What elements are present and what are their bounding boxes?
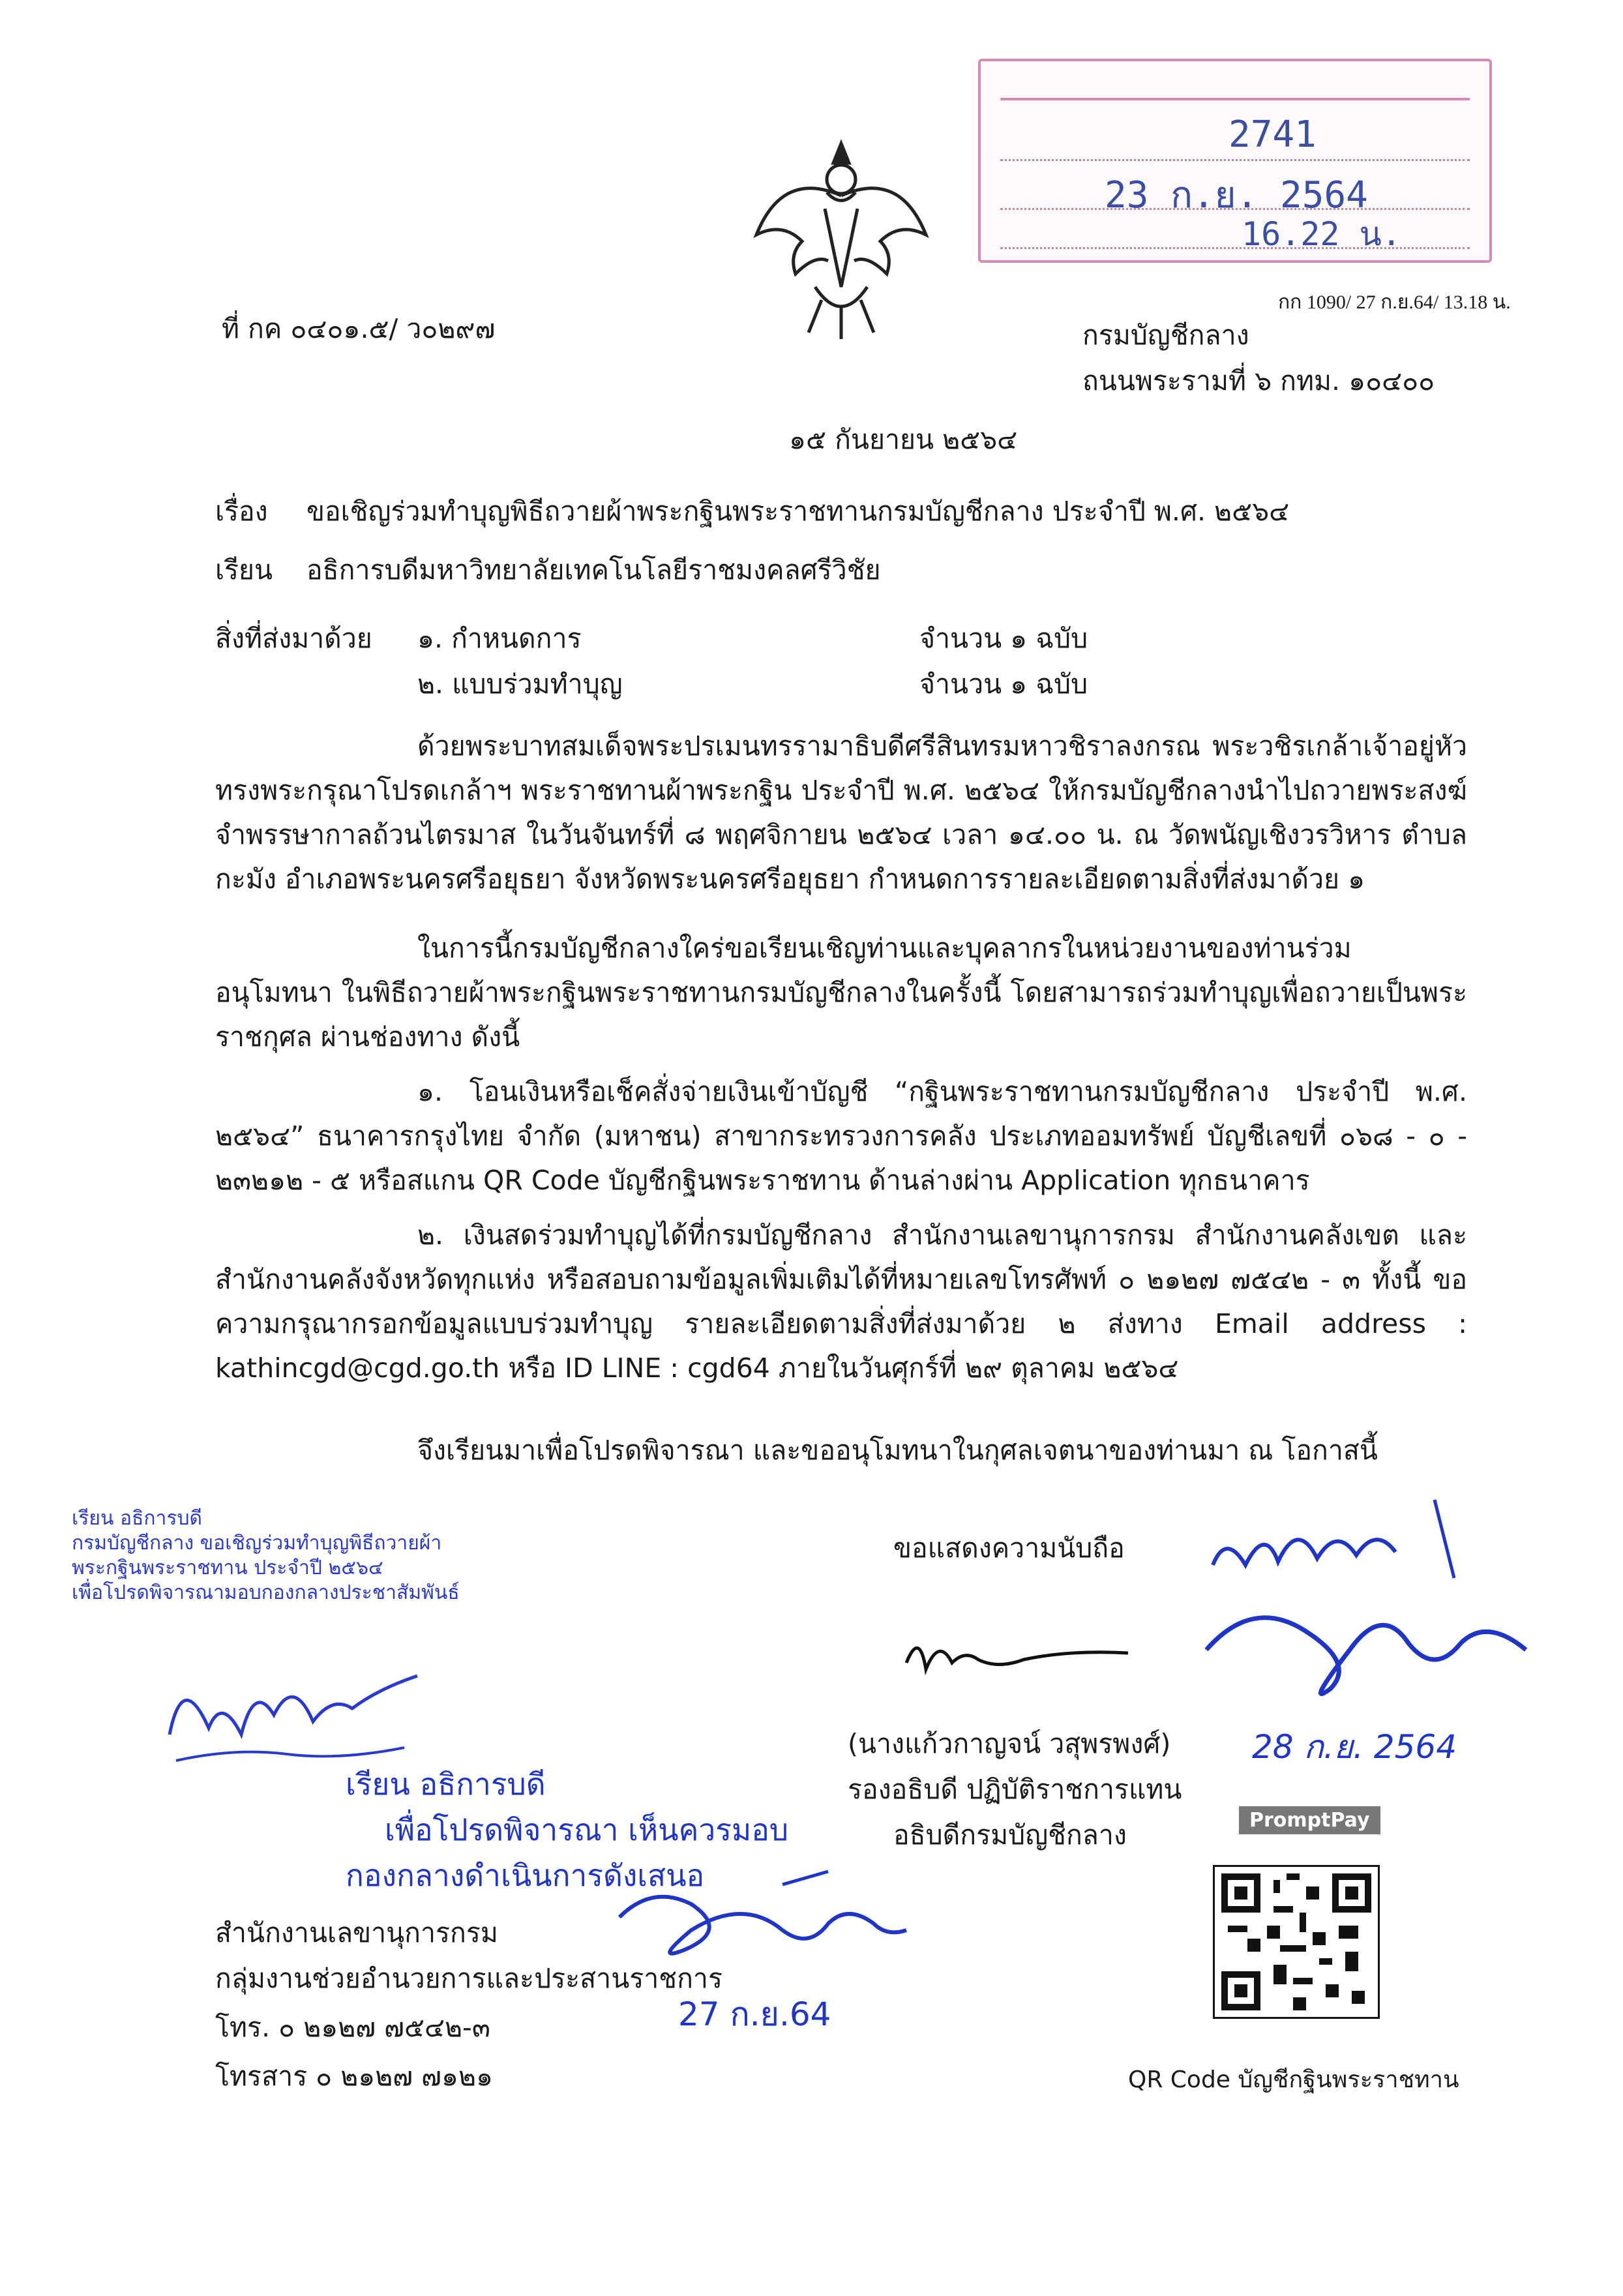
promptpay-logo: PromptPay [1239, 1806, 1380, 1834]
stamp-receive-no: 2741 [1228, 113, 1317, 156]
agency-address: ถนนพระรามที่ ๖ กทม. ๑๐๔๐๐ [1082, 365, 1435, 396]
signer-title-1: รองอธิบดี ปฏิบัติราชการแทน [848, 1774, 1182, 1805]
signature-signer [900, 1624, 1135, 1689]
reg-no: ที่ กค ๐๔๐๑.๕/ ว๐๒๙๗ [222, 313, 496, 344]
receipt-stamp [978, 59, 1492, 263]
office-1: สำนักงานเลขานุการกรม [215, 1917, 498, 1948]
office-tel: โทร. ๐ ๒๑๒๗ ๗๕๔๒-๓ [215, 2012, 490, 2043]
enclosures-label: สิ่งที่ส่งมาด้วย [215, 623, 372, 654]
regards: ขอแสดงความนับถือ [893, 1532, 1125, 1564]
letter-date: ๑๕ กันยายน ๒๕๖๔ [789, 424, 1018, 455]
stamp-time: 16.22 น. [1242, 215, 1401, 253]
qr-caption: QR Code บัญชีกฐินพระราชทาน [1128, 2066, 1459, 2093]
office-2: กลุ่มงานช่วยอำนวยการและประสานราชการ [215, 1963, 722, 1994]
note-mid-3: กองกลางดำเนินการดังเสนอ [346, 1858, 705, 1893]
enclosure-1: ๑. กำหนดการ [417, 623, 582, 654]
office-fax: โทรสาร ๐ ๒๑๒๗ ๗๑๒๑ [215, 2061, 494, 2092]
signature-right-approval [1200, 1493, 1539, 1728]
hand-right-date: 28 ก.ย. 2564 [1252, 1728, 1457, 1766]
to-label: เรียน [215, 554, 273, 586]
signer-name: (นางแก้วกาญจน์ วสุพรพงศ์) [848, 1728, 1171, 1759]
to: อธิการบดีมหาวิทยาลัยเทคโนโลยีราชมงคลศรีวิชัย [306, 554, 881, 586]
stamp-header [1000, 76, 1470, 100]
subject-label: เรื่อง [215, 496, 268, 527]
paragraph-1: ด้วยพระบาทสมเด็จพระปรเมนทรรามาธิบดีศรีสินทรมหาวชิราลงกรณ พระวชิรเกล้าเจ้าอยู่หัว ทรงพระกรุณาโปรดเกล้าฯ พระราชทานผ้าพระกฐิน ประจำปี พ.ศ. ๒๕๖๔ ให้กรมบัญชีกลางนำไปถวายพระสงฆ์ จำพรรษากาลถ้วนไตรมาส ในวันจันทร์ที่ ๘ พฤศจิกายน ๒๕๖๔ เวลา ๑๔.๐๐ น. ณ วัดพนัญเชิงวรวิหาร ตำบลกะมัง อำเภอพระนครศรีอยุธยา จังหวัดพระนครศรีอยุธยา กำหนดการรายละเอียดตามสิ่งที่ส่งมาด้วย ๑ [215, 730, 1467, 895]
enclosure-2-qty: จำนวน ๑ ฉบับ [919, 668, 1088, 700]
receipt-annotation: กก 1090/ 27 ก.ย.64/ 13.18 น. [1278, 291, 1511, 313]
qr-code [1213, 1865, 1380, 2019]
garuda-emblem [743, 130, 939, 346]
enclosure-2: ๒. แบบร่วมทำบุญ [417, 668, 623, 700]
signature-mid [613, 1858, 913, 1976]
paragraph-3: ๑. โอนเงินหรือเช็คสั่งจ่ายเงินเข้าบัญชี “กฐินพระราชทานกรมบัญชีกลาง ประจำปี พ.ศ. ๒๕๖๔” ธนาคารกรุงไทย จำกัด (มหาชน) สาขากระทรวงการคลัง ประเภทออมทรัพย์ บัญชีเลขที่ ๐๖๘ - ๐ - ๒๓๒๑๒ - ๕ หรือสแกน QR Code บัญชีกฐินพระราชทาน ด้านล่างผ่าน Application ทุกธนาคาร [215, 1076, 1467, 1196]
stamp-date: 23 ก.ย. 2564 [1105, 174, 1368, 216]
note-mid-1: เรียน อธิการบดี [346, 1767, 546, 1802]
note-mid-2: เพื่อโปรดพิจารณา เห็นควรมอบ [385, 1812, 789, 1847]
signature-left [156, 1656, 430, 1774]
note-left: เรียน อธิการบดี กรมบัญชีกลาง ขอเชิญร่วมทำบุญพิธีถวายผ้าพระกฐินพระราชทาน ประจำปี ๒๕๖๔ เพื่อโปรดพิจารณามอบกองกลางประชาสัมพันธ์ [72, 1507, 460, 1604]
agency: กรมบัญชีกลาง [1082, 320, 1249, 351]
paragraph-4: ๒. เงินสดร่วมทำบุญได้ที่กรมบัญชีกลาง สำนักงานเลขานุการกรม สำนักงานคลังเขต และสำนักงานคลังจังหวัดทุกแห่ง หรือสอบถามข้อมูลเพิ่มเติมได้ที่หมายเลขโทรศัพท์ ๐ ๒๑๒๗ ๗๕๔๒ - ๓ ทั้งนี้ ขอความกรุณากรอกข้อมูลแบบร่วมทำบุญ รายละเอียดตามสิ่งที่ส่งมาด้วย ๒ ส่งทาง Email address : kathincgd@cgd.go.th หรือ ID LINE : cgd64 ภายในวันศุกร์ที่ ๒๙ ตุลาคม ๒๕๖๔ [215, 1219, 1467, 1384]
paragraph-2: ในการนี้กรมบัญชีกลางใคร่ขอเรียนเชิญท่านและบุคลากรในหน่วยงานของท่านร่วมอนุโมทนา ในพิธีถวายผ้าพระกฐินพระราชทานกรมบัญชีกลางในครั้งนี้ โดยสามารถร่วมทำบุญเพื่อถวายเป็นพระราชกุศล ผ่านช่องทาง ดังนี้ [215, 932, 1467, 1052]
closing: จึงเรียนมาเพื่อโปรดพิจารณา และขออนุโมทนาในกุศลเจตนาของท่านมา ณ โอกาสนี้ [417, 1435, 1378, 1466]
enclosure-1-qty: จำนวน ๑ ฉบับ [919, 623, 1088, 654]
signer-title-2: อธิบดีกรมบัญชีกลาง [893, 1819, 1127, 1851]
subject: ขอเชิญร่วมทำบุญพิธีถวายผ้าพระกฐินพระราชทานกรมบัญชีกลาง ประจำปี พ.ศ. ๒๕๖๔ [306, 496, 1290, 527]
note-mid-date: 27 ก.ย.64 [678, 1995, 831, 2033]
